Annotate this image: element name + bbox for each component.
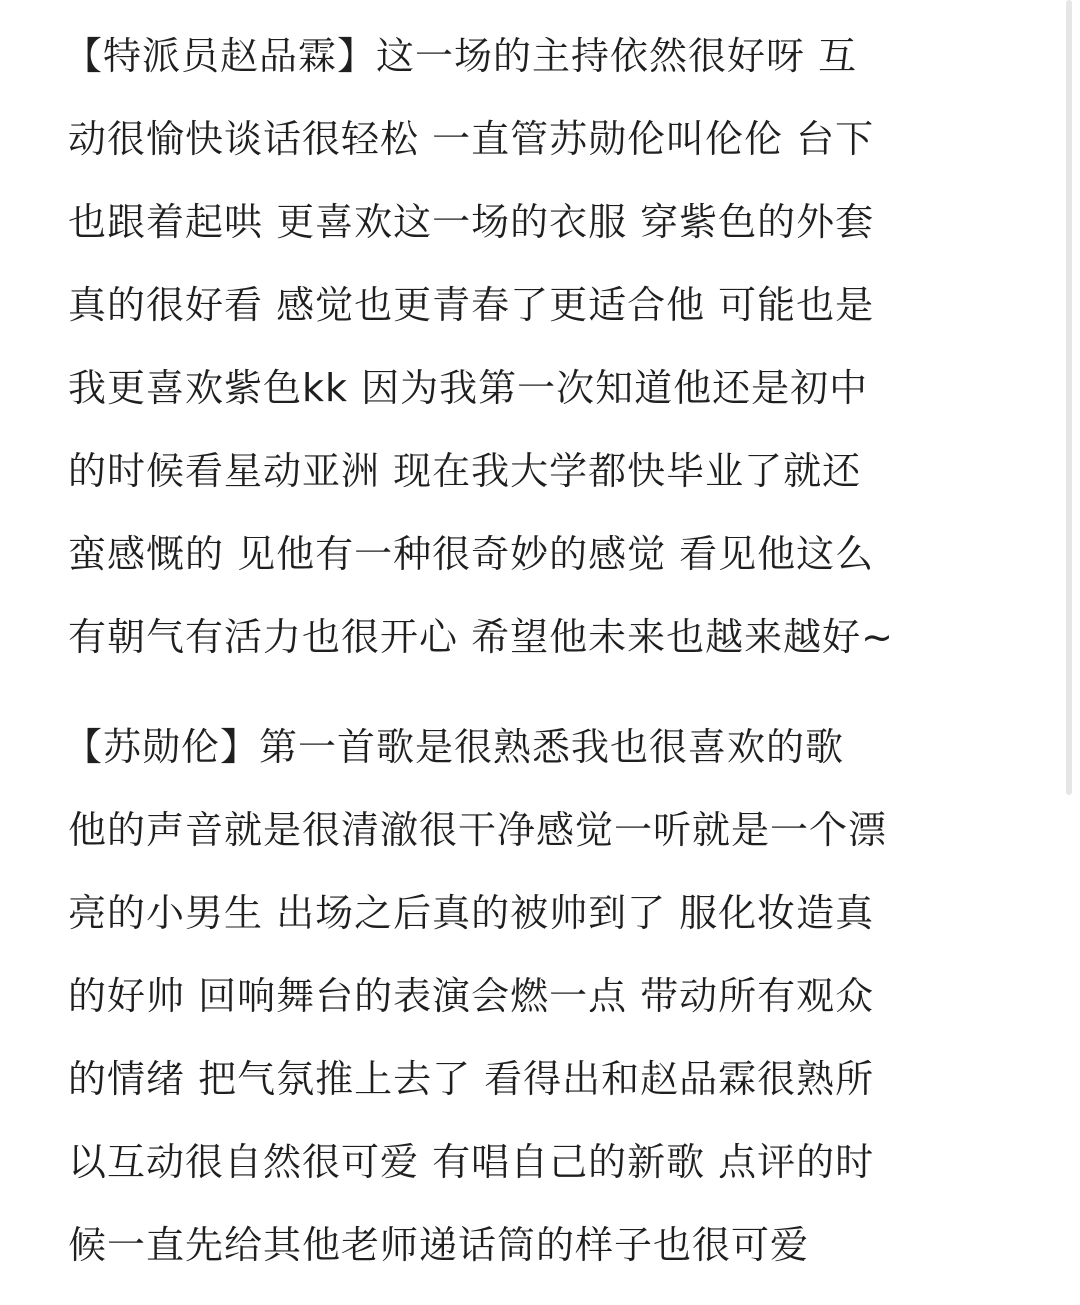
text-line: 亮的小男生 出场之后真的被帅到了 服化妆造真 (68, 891, 875, 935)
text-line: 【特派员赵品霖】这一场的主持依然很好呀 互 (64, 34, 858, 78)
text-line: 我更喜欢紫色kk 因为我第一次知道他还是初中 (68, 366, 869, 410)
text-line: 【苏勋伦】第一首歌是很熟悉我也很喜欢的歌 (64, 725, 845, 769)
text-line: 候一直先给其他老师递话筒的样子也很可爱 (68, 1223, 810, 1267)
text-line: 也跟着起哄 更喜欢这一场的衣服 穿紫色的外套 (68, 200, 875, 244)
text-line: 他的声音就是很清澈很干净感觉一听就是一个漂 (68, 808, 888, 852)
text-line: 真的很好看 感觉也更青春了更适合他 可能也是 (68, 283, 875, 327)
text-line: 的情绪 把气氛推上去了 看得出和赵品霖很熟所 (68, 1057, 875, 1101)
text-line: 蛮感慨的 见他有一种很奇妙的感觉 看见他这么 (68, 532, 875, 576)
vertical-scrollbar[interactable] (1066, 0, 1072, 1305)
text-line: 的好帅 回响舞台的表演会燃一点 带动所有观众 (68, 974, 875, 1018)
text-line: 动很愉快谈话很轻松 一直管苏勋伦叫伦伦 台下 (68, 117, 875, 161)
text-line: 以互动很自然很可爱 有唱自己的新歌 点评的时 (68, 1140, 875, 1184)
scrollbar-thumb[interactable] (1066, 0, 1072, 795)
text-line: 的时候看星动亚洲 现在我大学都快毕业了就还 (68, 449, 862, 493)
text-line: 有朝气有活力也很开心 希望他未来也越来越好~ (68, 615, 894, 659)
